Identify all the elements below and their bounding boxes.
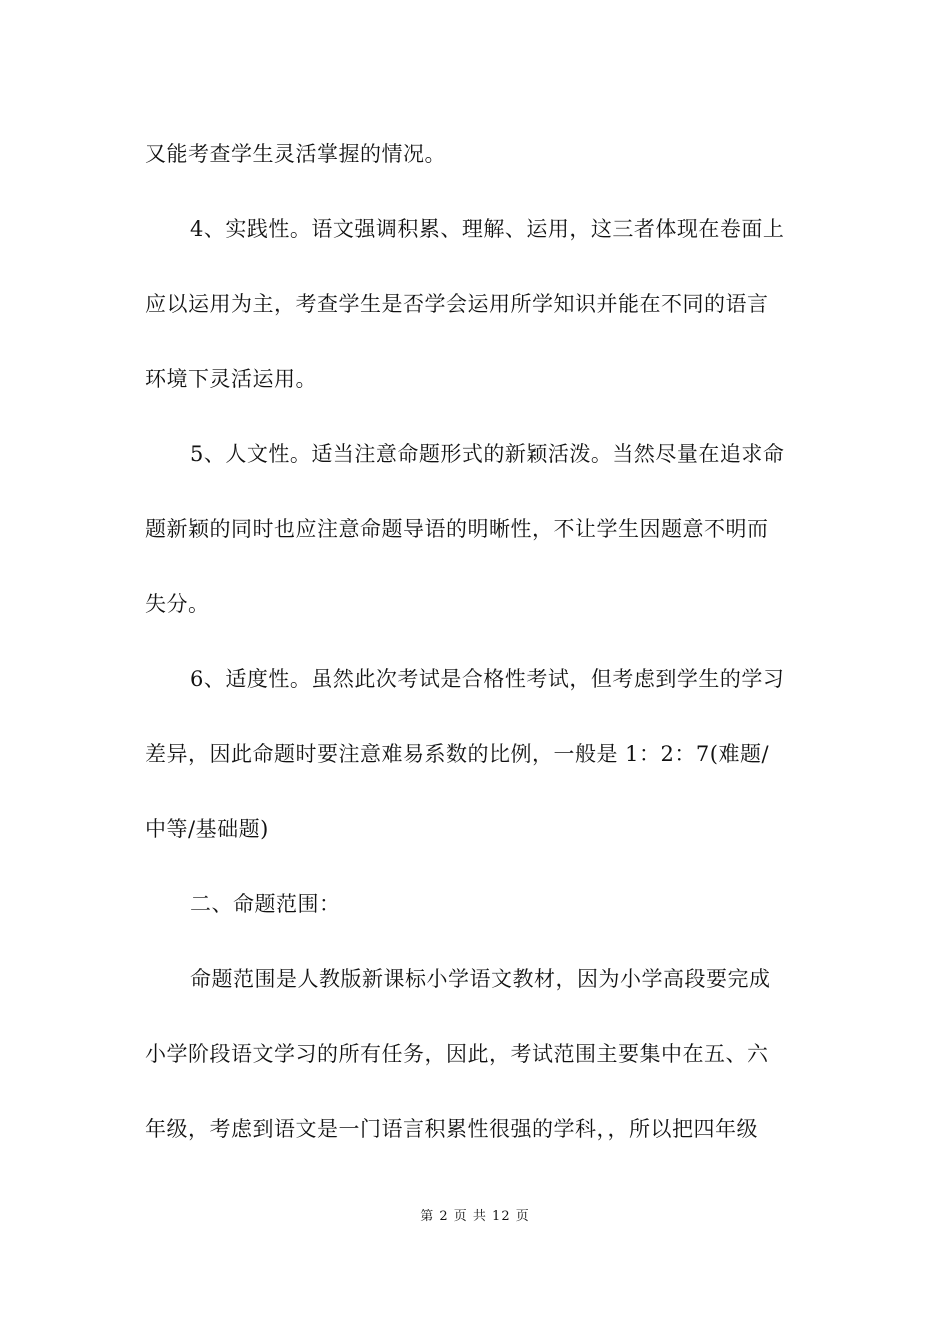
text-line: 又能考查学生灵活掌握的情况。 [145,142,446,166]
text-line: 5、人文性。适当注意命题形式的新颖活泼。当然尽量在追求命 [190,442,785,466]
text-line: 应以运用为主，考查学生是否学会运用所学知识并能在不同的语言 [145,292,769,316]
text-line: 4、实践性。语文强调积累、理解、运用，这三者体现在卷面上 [190,217,785,241]
section-heading: 二、命题范围： [190,892,341,916]
text-line: 小学阶段语文学习的所有任务，因此，考试范围主要集中在五、六 [145,1042,769,1066]
text-line: 命题范围是人教版新课标小学语文教材，因为小学高段要完成 [190,967,771,991]
text-line: 失分。 [145,592,210,616]
text-line: 年级，考虑到语文是一门语言积累性很强的学科，，所以把四年级 [145,1117,758,1141]
text-line: 中等/基础题) [145,817,269,841]
text-line: 环境下灵活运用。 [145,367,317,391]
text-line: 题新颖的同时也应注意命题导语的明晰性，不让学生因题意不明而 [145,517,769,541]
page-number-footer: 第 2 页 共 12 页 [420,1209,530,1224]
text-line: 6、适度性。虽然此次考试是合格性考试，但考虑到学生的学习 [190,667,785,691]
text-line: 差异，因此命题时要注意难易系数的比例，一般是 1：2：7(难题/ [145,742,770,766]
